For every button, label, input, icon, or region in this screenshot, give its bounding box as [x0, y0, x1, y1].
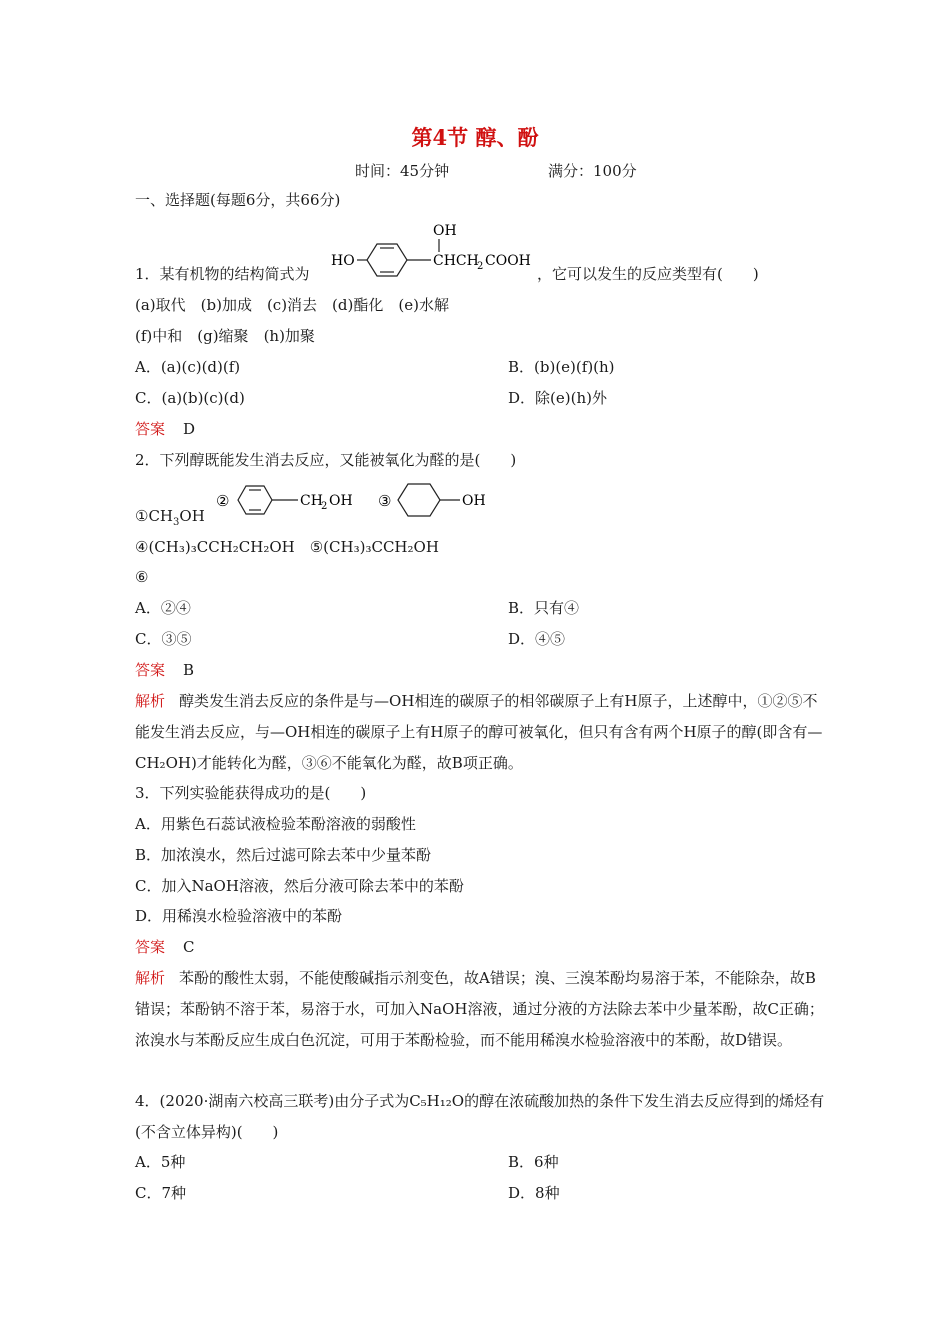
q2-option-d: D．④⑤: [508, 630, 566, 648]
q4-stem: 4．(2020·湖南六校高三联考)由分子式为C₅H₁₂O的醇在浓硫酸加热的条件下发生消去反应得到的烯烃有(不含立体异构)( ): [135, 1092, 825, 1141]
q2-opt2-group: CH: [300, 493, 323, 509]
q3-analysis-label: 解析: [135, 969, 166, 987]
q2-opt1-sub: 3: [173, 517, 180, 528]
q1-structure-diagram: [325, 215, 537, 277]
q1-option-b: B．(b)(e)(f)(h): [508, 358, 615, 376]
q1-types-line1: (a)取代 (b)加成 (c)消去 (d)酯化 (e)水解: [135, 296, 449, 314]
q2-answer-label: 答案: [135, 661, 166, 679]
q2-opt2-tail: OH: [329, 493, 353, 509]
q2-option-b: B．只有④: [508, 599, 580, 617]
q2-analysis-label: 解析: [135, 692, 166, 710]
q1-chain-subscript: 2: [477, 261, 484, 272]
q1-option-c: C．(a)(b)(c)(d): [135, 389, 245, 407]
q2-opt2-sub: 2: [321, 501, 328, 512]
q2-opt3-num: ③: [378, 492, 392, 510]
section-heading: 一、选择题(每题6分，共66分): [135, 191, 341, 209]
q3-stem: 3．下列实验能获得成功的是( ): [135, 784, 367, 802]
q1-stem-prefix: 1．某有机物的结构简式为: [135, 265, 310, 283]
q2-opt3-group: OH: [462, 493, 486, 509]
q1-oh-label: OH: [433, 223, 457, 239]
q4-option-a: A．5种: [135, 1153, 186, 1171]
q2-structure-3: [376, 478, 496, 520]
q2-option-a: A．②④: [135, 599, 191, 617]
q2-opt1-tail: OH: [179, 507, 205, 525]
q3-answer: [135, 937, 195, 957]
q1-answer-value: D: [183, 420, 196, 438]
score-info: 满分：100分: [548, 162, 637, 180]
page-title: 第4节 醇、酚: [411, 125, 539, 150]
q2-analysis-text: 醇类发生消去反应的条件是与—OH相连的碳原子的相邻碳原子上有H原子，上述醇中，①②⑤不能发生消去反应，与—OH相连的碳原子上有H原子的醇可被氧化，但只有含有两个H原子的醇(即含有—CH₂OH)才能转化为醛，③⑥不能氧化为醛，故B项正确。: [135, 692, 823, 772]
q3-option-a: A．用紫色石蕊试液检验苯酚溶液的弱酸性: [135, 815, 416, 833]
q3-analysis-text: 苯酚的酸性太弱，不能使酸碱指示剂变色，故A错误；溴、三溴苯酚均易溶于苯，不能除杂，故B错误；苯酚钠不溶于苯，易溶于水，可加入NaOH溶液，通过分液的方法除去苯中少量苯酚，故C正确；浓溴水与苯酚反应生成白色沉淀，可用于苯酚检验，而不能用稀溴水检验溶液中的苯酚，故D错误。: [135, 969, 824, 1049]
q1-chain-label: CHCH: [433, 253, 479, 269]
q1-answer-label: 答案: [135, 420, 166, 438]
q4-option-b: B．6种: [508, 1153, 559, 1171]
q4-option-c: C．7种: [135, 1184, 187, 1202]
q4-option-d: D．8种: [508, 1184, 560, 1202]
q2-answer-value: B: [183, 661, 195, 679]
q2-option-c: C．③⑤: [135, 630, 192, 648]
time-info: 时间：45分钟: [355, 162, 450, 180]
q3-answer-label: 答案: [135, 938, 166, 956]
q3-answer-value: C: [183, 938, 195, 956]
q1-option-a: A．(a)(c)(d)(f): [135, 358, 241, 376]
q2-opt1-text: ①CH: [135, 507, 174, 525]
q3-option-d: D．用稀溴水检验溶液中的苯酚: [135, 907, 343, 925]
q1-answer: [135, 419, 195, 439]
q2-stem: 2．下列醇既能发生消去反应，又能被氧化为醛的是( ): [135, 451, 517, 469]
q2-analysis: [135, 686, 825, 779]
q2-opt2-num: ②: [216, 492, 230, 510]
q2-option-1: [135, 506, 205, 526]
q1-option-d: D．除(e)(h)外: [508, 389, 607, 407]
q1-ho-label: HO: [331, 253, 355, 269]
q2-option-6: ⑥: [135, 568, 149, 586]
q3-option-b: B．加浓溴水，然后过滤可除去苯中少量苯酚: [135, 846, 432, 864]
q2-option-4-5: ④(CH₃)₃CCH₂CH₂OH ⑤(CH₃)₃CCH₂OH: [135, 538, 439, 556]
q1-acid-label: COOH: [485, 253, 531, 269]
q2-answer: [135, 660, 194, 680]
q2-structure-2: [212, 478, 362, 520]
q3-analysis: [135, 963, 825, 1056]
q1-stem-suffix: ，它可以发生的反应类型有( ): [537, 265, 759, 283]
q3-option-c: C．加入NaOH溶液，然后分液可除去苯中的苯酚: [135, 877, 464, 895]
q1-types-line2: (f)中和 (g)缩聚 (h)加聚: [135, 327, 315, 345]
